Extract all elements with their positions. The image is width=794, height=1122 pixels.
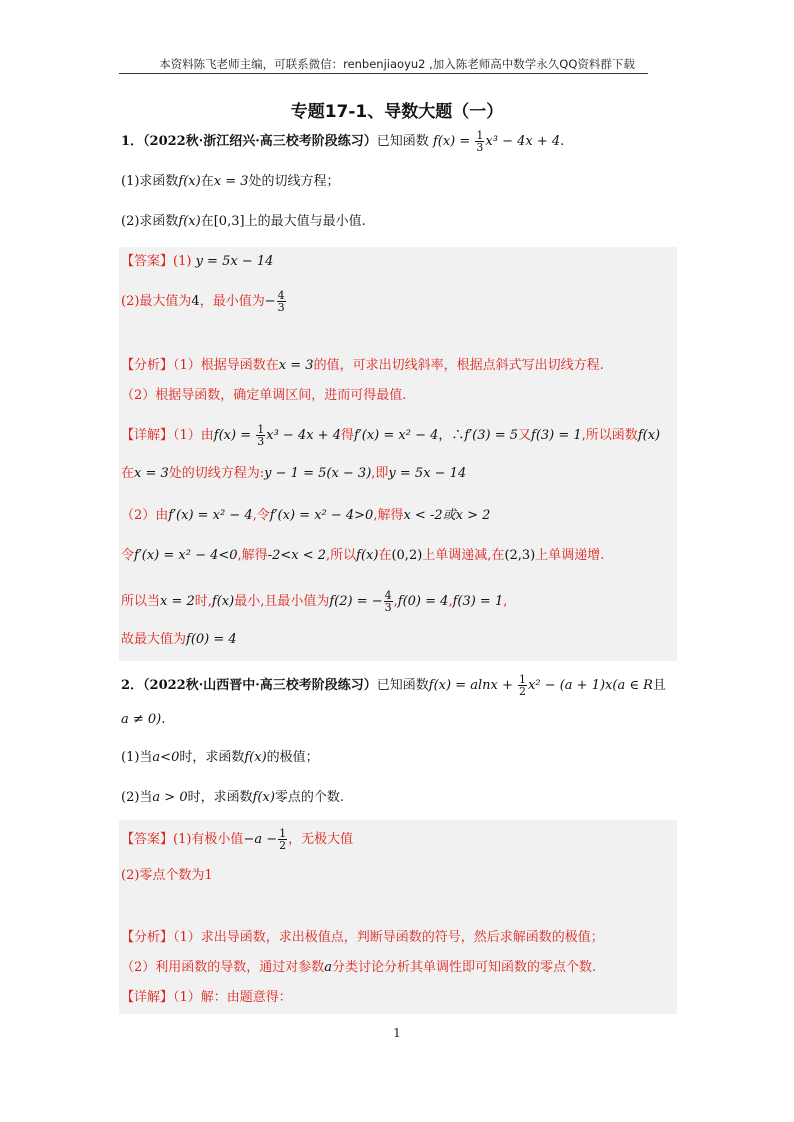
analysis-tag: 【分析】 [121, 358, 174, 373]
page-number: 1 [393, 1026, 401, 1040]
a1-detail4: 令f′(x) = x² − 4<0,解得-2<x < 2,所以f(x)在(0,2)上单调递减,在(2,3)上单调递增. [121, 548, 605, 563]
a1-detail1: 【详解】（1）由f(x) = $\frac{1}{3}$ x³ − 4x + 4得f′(x) = x² − 4，∴f′(3) = 5又f(3) = 1,所以函数f(x) [121, 423, 661, 448]
a1-analysis2: （2）根据导函数，确定单调区间，进而可得最值. [121, 388, 407, 403]
a1-detail2: 在x = 3处的切线方程为:y − 1 = 5(x − 3),即y = 5x − 14 [121, 466, 467, 481]
a1-answer-line1: 【答案】(1) y = 5x − 14 [121, 254, 274, 269]
page-title: 专题17-1、导数大题（一） [290, 102, 504, 122]
q2-number: 2． [121, 678, 144, 693]
a2-answer-line2: (2)零点个数为1 [121, 868, 213, 883]
q2-part2: (2)当a > 0时，求函数f(x)零点的个数. [121, 790, 345, 805]
a2-answer-line1: 【答案】(1)有极小值−a − $\frac{1}{2}$ ，无极大值 [121, 827, 354, 852]
detail-tag: 【详解】 [121, 428, 174, 443]
answer-tag: 【答案】 [121, 254, 174, 269]
page-header: 本资料陈飞老师主编，可联系微信：renbenjiaoyu2 ,加入陈老师高中数学永久QQ资料群下载 [159, 57, 635, 71]
q1-eq: = [455, 134, 475, 149]
q1-fx: f(x) [432, 134, 456, 149]
a1-detail3: （2）由f′(x) = x² − 4,令f′(x) = x² − 4>0,解得x < -2或x > 2 [121, 508, 491, 523]
q1-number: 1． [121, 134, 144, 149]
q1-expr: x³ − 4x + 4 [485, 134, 561, 149]
q2-part1: (1)当a<0时，求函数f(x)的极值； [121, 750, 319, 765]
q2-condition: a ≠ 0). [121, 712, 166, 727]
a2-detail1: 【详解】（1）解：由题意得： [121, 990, 292, 1005]
header-rule [119, 73, 648, 74]
a1-analysis1: 【分析】（1）根据导函数在x = 3的值，可求出切线斜率，根据点斜式写出切线方程. [121, 358, 604, 373]
a1-detail6: 故最大值为f(0) = 4 [121, 632, 237, 647]
q1-stem: 1．（2022秋·浙江绍兴·高三校考阶段练习）已知函数 f(x) = $\frac{1}{3}$ x³ − 4x + 4. [121, 129, 565, 154]
q1-stem-text: 已知函数 [376, 134, 429, 149]
q2-stem: 2．（2022秋·山西晋中·高三校考阶段练习）已知函数f(x) = alnx + $\frac{1}{2}$ x² − (a + 1)x(a ∈ R且 [121, 673, 666, 698]
a1-detail5: 所以当x = 2时,f(x)最小,且最小值为f(2) = − $\frac{4}{3}$ ,f(0) = 4,f(3) = 1, [121, 589, 508, 614]
q1-source: （2022秋·浙江绍兴·高三校考阶段练习） [143, 134, 377, 149]
q1-fraction: $\frac{1}{3}$ [476, 129, 484, 154]
a2-analysis1: 【分析】（1）求出导函数，求出极值点，判断导函数的符号，然后求解函数的极值； [121, 930, 604, 945]
a2-analysis2: （2）利用函数的导数，通过对参数a分类讨论分析其单调性即可知函数的零点个数. [121, 960, 597, 975]
q2-source: （2022秋·山西晋中·高三校考阶段练习） [143, 678, 377, 693]
a1-answer-line2: (2)最大值为4，最小值为− $\frac{4}{3}$ [121, 289, 285, 314]
q1-part2: (2)求函数f(x)在[0,3]上的最大值与最小值. [121, 214, 366, 229]
q1-part1: (1)求函数f(x)在x = 3处的切线方程； [121, 174, 340, 189]
